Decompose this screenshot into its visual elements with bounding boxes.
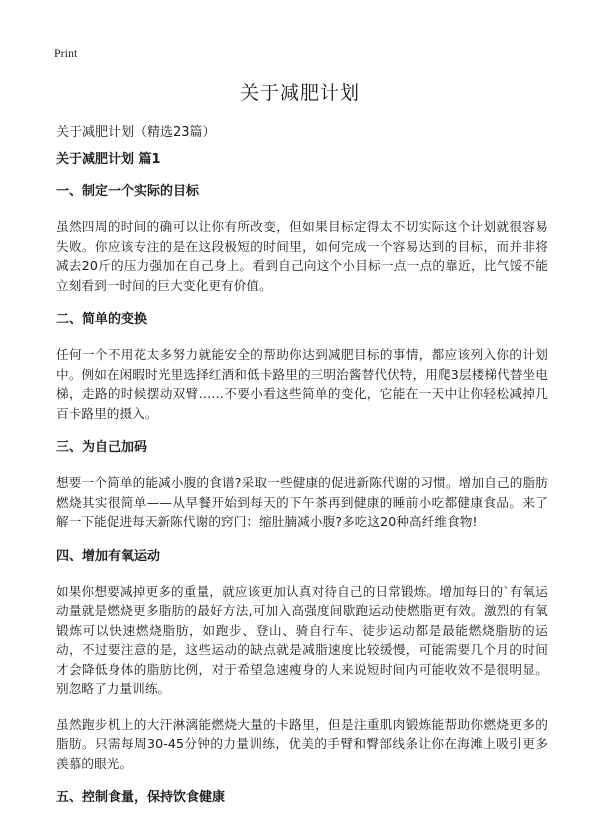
section-paragraph: 虽然跑步机上的大汗淋漓能燃烧大量的卡路里，但是注重肌肉锻炼能帮助你燃烧更多的脂肪。只需每周30-45分钟的力量训练，优美的手臂和臀部线条让你在海滩上吸引更多羡慕的眼光。 xyxy=(56,716,548,771)
section-heading: 五、控制食量，保持饮食健康 xyxy=(56,790,226,805)
document-body xyxy=(56,151,548,823)
section-3 xyxy=(56,439,548,532)
section-2 xyxy=(56,311,548,423)
print-link[interactable]: Print xyxy=(54,46,78,60)
section-paragraph: 如果你想要减掉更多的重量，就应该更加认真对待自己的日常锻炼。增加每日的`有氧运动量就是燃烧更多脂肪的最好方法,可加入高强度间歇跑运动使燃脂更有效。激烈的有氧锻炼可以快速燃烧脂肪，如跑步、登山、骑自行车、徒步运动都是最能燃烧脂肪的运动，不过要注意的是，这些运动的缺点就是减脂速度比较缓慢，可能需要几个月的时间才会降低身体的脂肪比例，对于希望急速瘦身的人来说短时间内可能收效不是很明显。别忽略了力量训练。 xyxy=(56,583,548,696)
section-paragraph: 想要一个简单的能减小腹的食谱?采取一些健康的促进新陈代谢的习惯。增加自己的脂肪燃烧其实很简单——从早餐开始到每天的下午茶再到健康的睡前小吃都健康食品。来了解一下能促进每天新陈代谢的窍门：缩肚腩减小腹?多吃这20种高纤维食物! xyxy=(56,475,548,529)
section-1 xyxy=(56,183,548,295)
section-paragraph: 任何一个不用花太多努力就能安全的帮助你达到减肥目标的事情，都应该列入你的计划中。例如在闲暇时光里选择红酒和低卡路里的三明治酱替代伏特，用爬3层楼梯代替坐电梯，走路的时候摆动双臂……不要小看这些简单的变化，它能在一天中让你轻松减掉几百卡路里的摄入。 xyxy=(56,347,548,421)
section-5 xyxy=(56,789,548,807)
section-heading: 三、为自己加码 xyxy=(56,440,148,455)
section-heading: 一、制定一个实际的目标 xyxy=(56,184,200,199)
section-heading: 二、简单的变换 xyxy=(56,312,148,327)
document-subtitle: 关于减肥计划（精选23篇） xyxy=(56,125,216,140)
section-paragraph: 虽然四周的时间的确可以让你有所改变，但如果目标定得太不切实际这个计划就很容易失败。你应该专注的是在这段极短的时间里，如何完成一个容易达到的目标，而并非将减去20斤的压力强加在自己身上。看到自己向这个小目标一点一点的靠近，比气馁不能立刻看到一时间的巨大变化更有价值。 xyxy=(56,219,548,293)
page-title: 关于减肥计划 xyxy=(239,82,360,104)
section-4 xyxy=(56,548,548,774)
section-heading: 四、增加有氧运动 xyxy=(56,548,161,564)
article-heading: 关于减肥计划 篇1 xyxy=(56,152,161,167)
